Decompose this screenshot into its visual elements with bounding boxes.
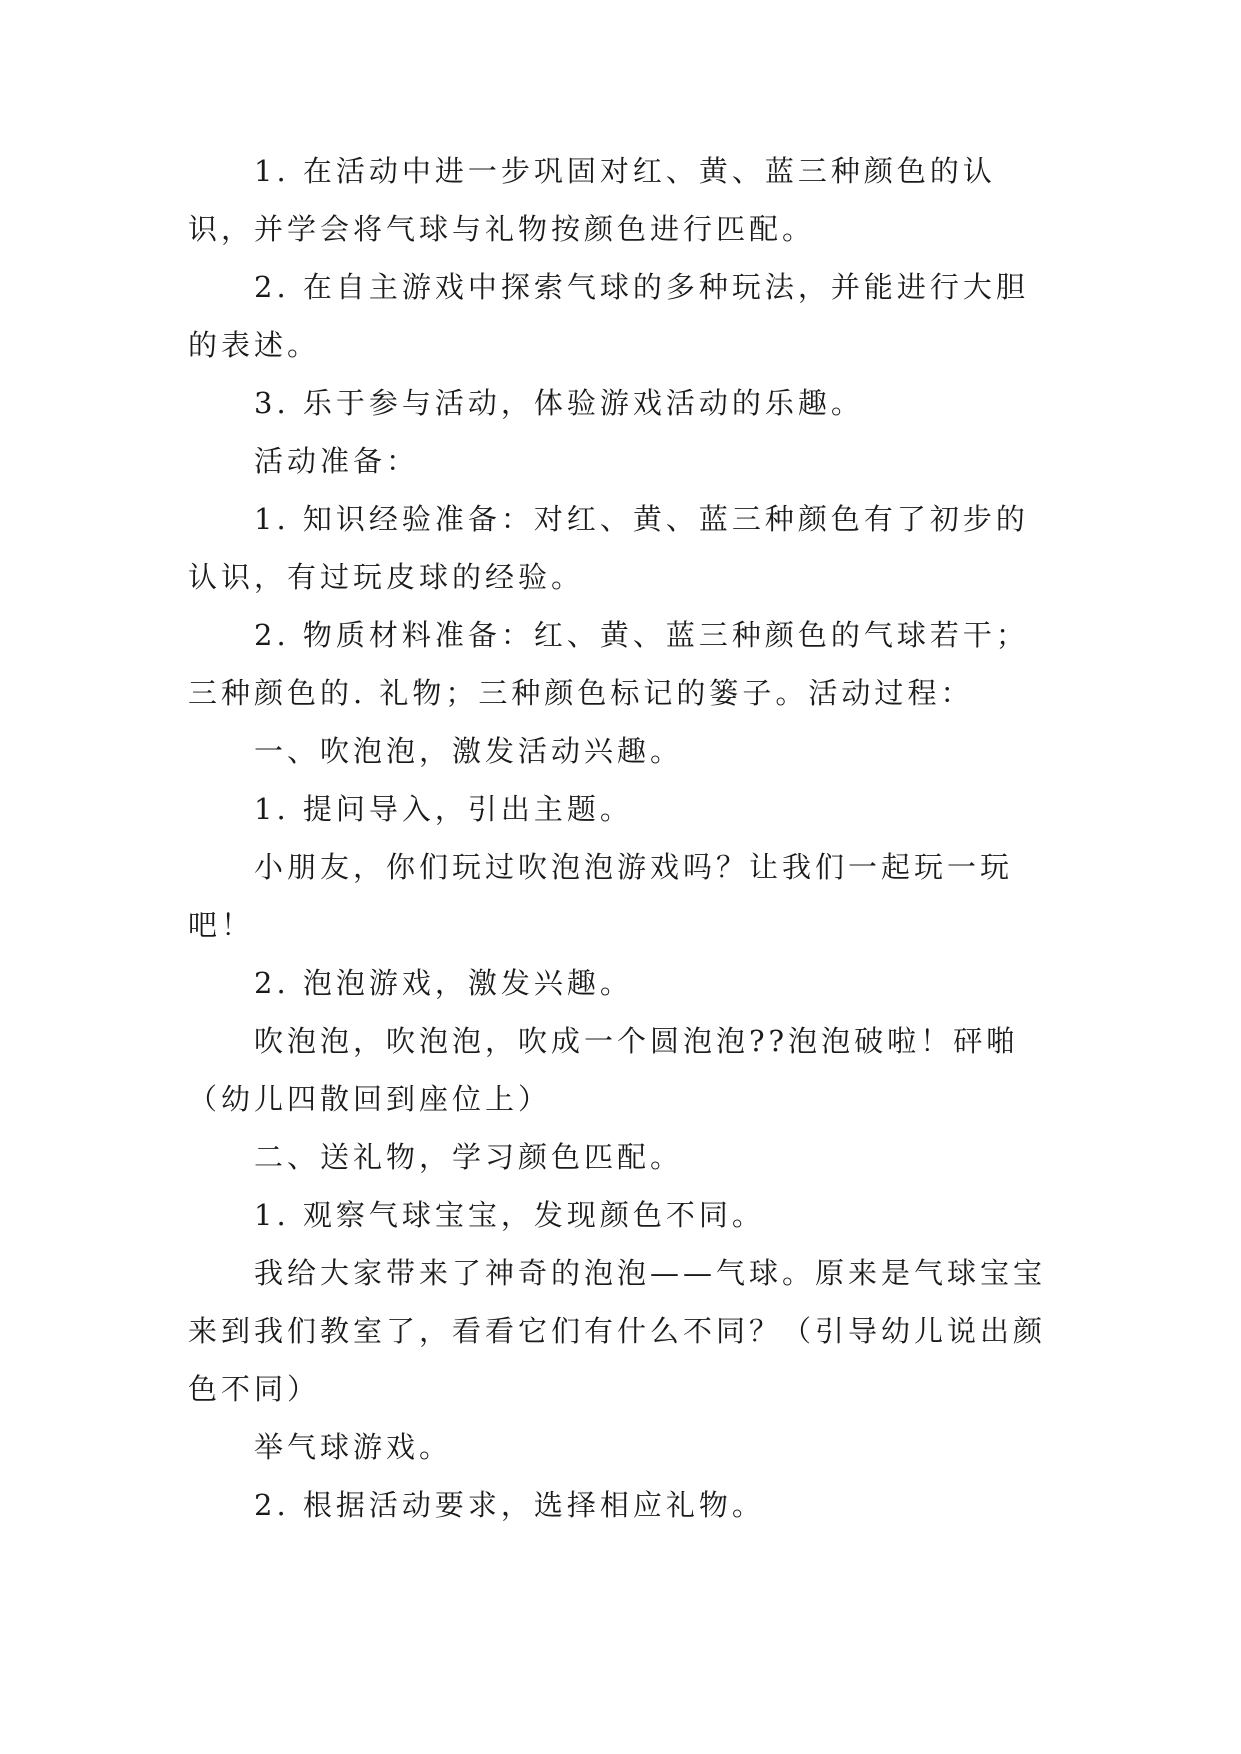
paragraph: 1. 知识经验准备：对红、黄、蓝三种颜色有了初步的认识，有过玩皮球的经验。 — [188, 502, 1029, 594]
paragraph: 2. 泡泡游戏，激发兴趣。 — [254, 966, 633, 1000]
paragraph: 举气球游戏。 — [254, 1430, 453, 1464]
paragraph: 我给大家带来了神奇的泡泡——气球。原来是气球宝宝来到我们教室了，看看它们有什么不同？（引导幼儿说出颜色不同） — [188, 1256, 1047, 1406]
section-heading: 二、送礼物，学习颜色匹配。 — [254, 1140, 684, 1174]
paragraph: 1. 观察气球宝宝，发现颜色不同。 — [254, 1198, 765, 1232]
paragraph: 小朋友，你们玩过吹泡泡游戏吗？让我们一起玩一玩吧！ — [188, 850, 1014, 942]
document-body — [188, 142, 1060, 1534]
paragraph: 2. 物质材料准备：红、黄、蓝三种颜色的气球若干；三种颜色的. 礼物；三种颜色标记的篓子。活动过程： — [188, 618, 1029, 710]
paragraph: 2. 根据活动要求，选择相应礼物。 — [254, 1488, 765, 1522]
section-heading: 活动准备： — [254, 444, 420, 478]
paragraph: 1. 在活动中进一步巩固对红、黄、蓝三种颜色的认识，并学会将气球与礼物按颜色进行匹配。 — [188, 154, 996, 246]
paragraph: 1. 提问导入，引出主题。 — [254, 792, 633, 826]
paragraph: 3. 乐于参与活动，体验游戏活动的乐趣。 — [254, 386, 864, 420]
paragraph: 吹泡泡，吹泡泡，吹成一个圆泡泡??泡泡破啦！砰啪（幼儿四散回到座位上） — [188, 1024, 1020, 1116]
section-heading: 一、吹泡泡，激发活动兴趣。 — [254, 734, 684, 768]
paragraph: 2. 在自主游戏中探索气球的多种玩法，并能进行大胆的表述。 — [188, 270, 1029, 362]
